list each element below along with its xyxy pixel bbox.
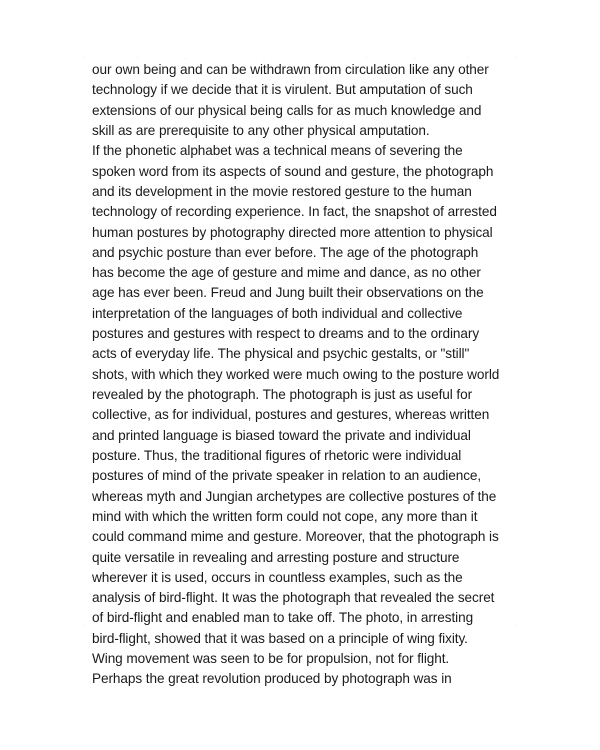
text-line: If the phonetic alphabet was a technical means of severing the: [92, 143, 463, 159]
text-line: technology if we decide that it is virulent. But amputation of such: [92, 82, 473, 98]
text-line: and psychic posture than ever before. The age of the photograph: [92, 244, 479, 260]
text-line: human postures by photography directed more attention to physical: [92, 224, 493, 240]
text-line: could command mime and gesture. Moreover, that the photograph is: [92, 529, 499, 545]
text-line: and printed language is biased toward the private and individual: [92, 427, 471, 443]
text-line: postures and gestures with respect to dreams and to the ordinary: [92, 326, 480, 342]
text-line: technology of recording experience. In fact, the snapshot of arrested: [92, 204, 497, 220]
text-line: of bird-flight and enabled man to take off. The photo, in arresting: [92, 610, 474, 626]
text-line: our own being and can be withdrawn from circulation like any other: [92, 62, 489, 77]
text-line: wherever it is used, occurs in countless examples, such as the: [92, 569, 463, 585]
text-line: has become the age of gesture and mime and dance, as no other: [92, 265, 481, 281]
text-line: collective, as for individual, postures and gestures, whereas written: [92, 407, 490, 423]
page-body-text: [92, 60, 520, 690]
text-line: bird-flight, showed that it was based on a principle of wing fixity.: [92, 630, 468, 646]
text-line: postures of mind of the private speaker in relation to an audience,: [92, 468, 482, 484]
text-line: mind with which the written form could not cope, any more than it: [92, 508, 478, 524]
text-line: Perhaps the great revolution produced by photograph was in: [92, 671, 452, 687]
text-line: acts of everyday life. The physical and psychic gestalts, or "still": [92, 346, 470, 362]
text-line: and its development in the movie restored gesture to the human: [92, 183, 472, 199]
text-line: whereas myth and Jungian archetypes are collective postures of the: [92, 488, 497, 504]
text-line: age has ever been. Freud and Jung built their observations on the: [92, 285, 484, 301]
text-line: extensions of our physical being calls for as much knowledge and: [92, 102, 482, 118]
text-line: posture. Thus, the traditional figures of rhetoric were individual: [92, 447, 462, 463]
text-line: revealed by the photograph. The photograph is just as useful for: [92, 387, 473, 402]
text-line: spoken word from its aspects of sound and gesture, the photograph: [92, 163, 494, 179]
text-line: analysis of bird-flight. It was the photograph that revealed the secret: [92, 590, 495, 606]
text-line: Wing movement was seen to be for propulsion, not for flight.: [92, 651, 450, 667]
text-line: quite versatile in revealing and arresting posture and structure: [92, 549, 460, 565]
text-line: skill as are prerequisite to any other physical amputation.: [92, 122, 430, 138]
text-line: interpretation of the languages of both individual and collective: [92, 305, 463, 321]
text-line: shots, with which they worked were much owing to the posture world: [92, 366, 500, 382]
